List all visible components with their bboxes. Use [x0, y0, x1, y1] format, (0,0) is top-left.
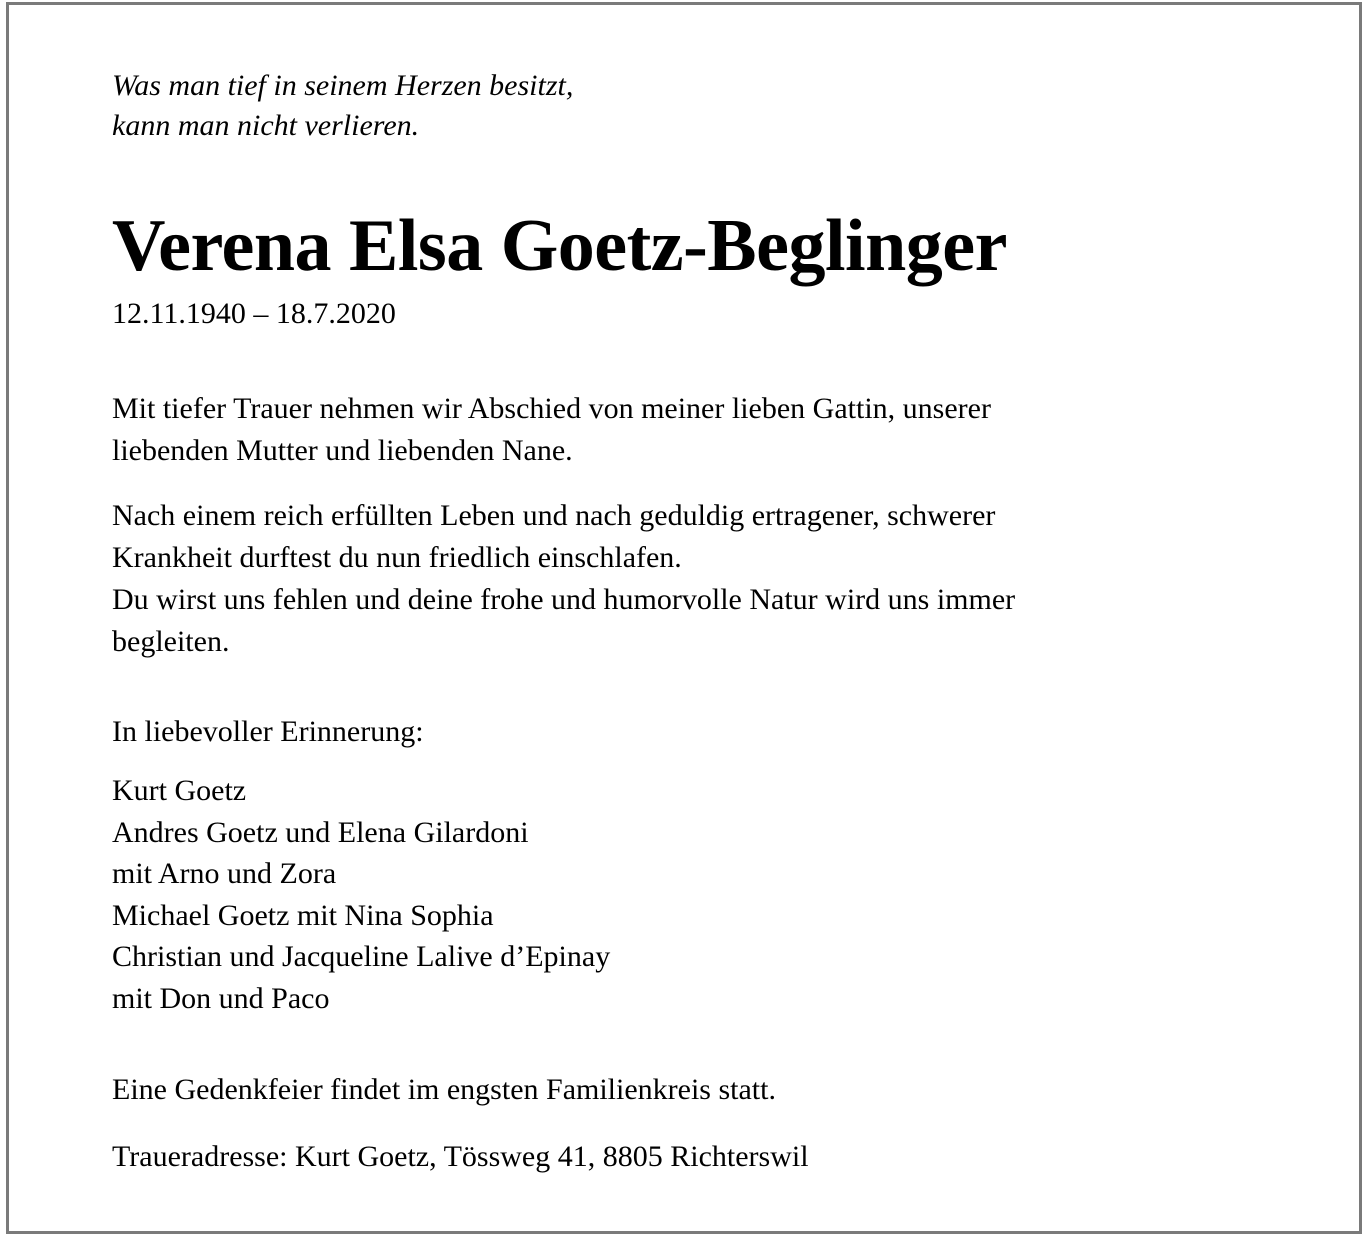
family-member: Michael Goetz mit Nina Sophia	[112, 898, 494, 932]
life-dates: 12.11.1940 – 18.7.2020	[112, 297, 396, 330]
farewell-paragraph	[112, 388, 991, 472]
paragraph-line: Du wirst uns fehlen und deine frohe und humorvolle Natur wird uns immer	[112, 583, 1016, 616]
family-member: Christian und Jacqueline Lalive d’Epinay	[112, 940, 611, 973]
family-member: mit Arno und Zora	[112, 857, 337, 890]
mourning-address: Traueradresse: Kurt Goetz, Tössweg 41, 8805 Richterswil	[112, 1140, 809, 1173]
family-member: Andres Goetz und Elena Gilardoni	[112, 815, 529, 849]
paragraph-line: liebenden Mutter und liebenden Nane.	[112, 434, 573, 467]
family-member: mit Don und Paco	[112, 981, 330, 1015]
paragraph-line: Mit tiefer Trauer nehmen wir Abschied von meiner lieben Gattin, unserer	[112, 392, 991, 425]
remembrance-label: In liebevoller Erinnerung:	[112, 715, 424, 748]
paragraph-line: Krankheit durftest du nun friedlich einschlafen.	[112, 541, 682, 574]
paragraph-line: begleiten.	[112, 625, 230, 658]
paragraph-line: Nach einem reich erfüllten Leben und nach geduldig ertragener, schwerer	[112, 499, 996, 532]
motto-line: Was man tief in seinem Herzen besitzt,	[112, 69, 574, 102]
family-member: Kurt Goetz	[112, 774, 247, 807]
motto-quote	[112, 66, 573, 146]
family-list	[112, 770, 610, 1019]
motto-line: kann man nicht verlieren.	[112, 109, 420, 142]
ceremony-notice: Eine Gedenkfeier findet im engsten Familienkreis statt.	[112, 1073, 776, 1106]
deceased-name: Verena Elsa Goetz-Beglinger	[112, 205, 1007, 287]
life-paragraph	[112, 495, 1015, 663]
